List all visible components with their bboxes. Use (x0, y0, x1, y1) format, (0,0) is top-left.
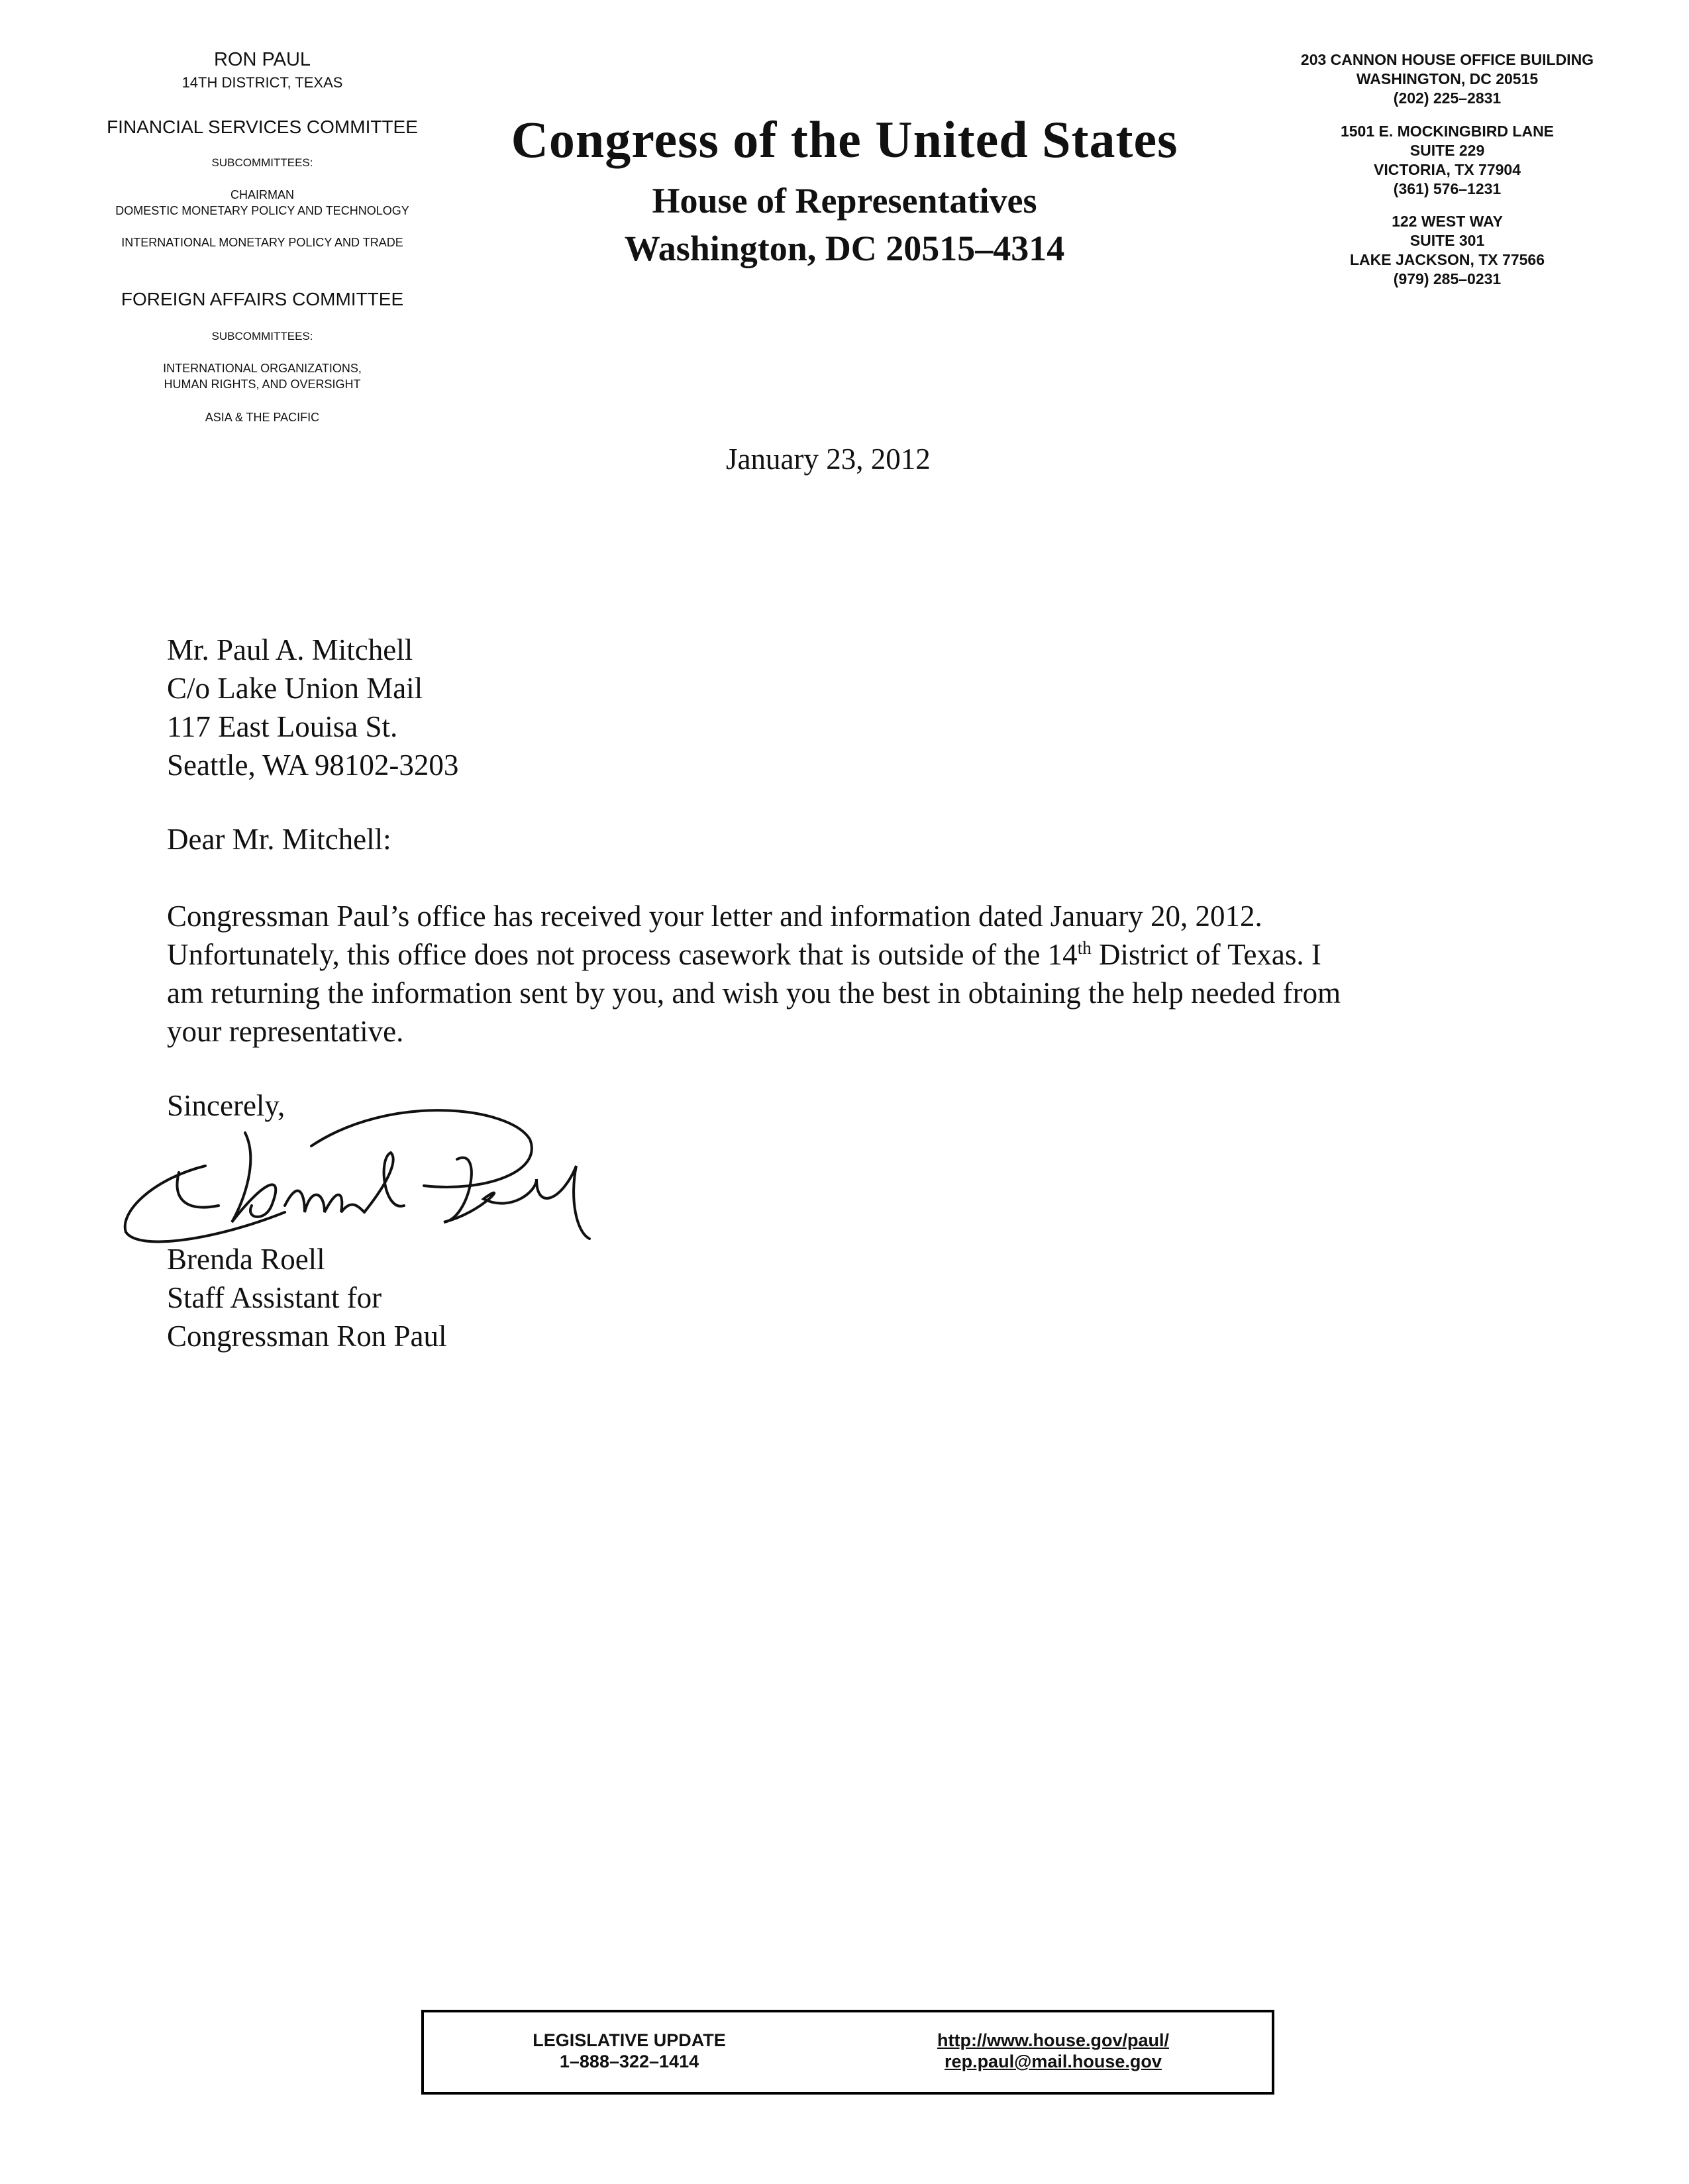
subcommittee: DOMESTIC MONETARY POLICY AND TECHNOLOGY (115, 204, 409, 217)
address-line: SUITE 229 (1409, 142, 1485, 159)
office-lake-jackson (1278, 212, 1616, 289)
recipient-address (167, 631, 458, 784)
body-text: Unfortunately, this office does not process casework that is outside of the 14 (167, 938, 1078, 971)
address-line: SUITE 301 (1409, 232, 1485, 249)
ordinal-suffix: th (1077, 938, 1092, 958)
subcommittee: INTERNATIONAL ORGANIZATIONS, (163, 362, 362, 375)
body-line (167, 935, 1498, 974)
masthead-subtitle: House of Representatives (652, 181, 1037, 221)
address-line: LAKE JACKSON, TX 77566 (1350, 251, 1545, 268)
phone: (979) 285–0231 (1393, 270, 1502, 287)
salutation: Dear Mr. Mitchell: (167, 823, 391, 856)
signer-title: Staff Assistant for (167, 1281, 382, 1314)
chairman-label: CHAIRMAN (230, 188, 294, 201)
subcommittee: HUMAN RIGHTS, AND OVERSIGHT (164, 378, 361, 391)
phone: (361) 576–1231 (1393, 180, 1502, 197)
address-line: VICTORIA, TX 77904 (1374, 161, 1521, 178)
body-text: District of Texas. I (1091, 938, 1321, 971)
signature-block (167, 1240, 447, 1355)
address-line: 1501 E. MOCKINGBIRD LANE (1340, 123, 1555, 140)
committee-financial: FINANCIAL SERVICES COMMITTEE (107, 117, 418, 137)
letter-body (167, 897, 1498, 1051)
address-line: Seattle, WA 98102-3203 (167, 749, 459, 782)
address-line: 122 WEST WAY (1392, 213, 1503, 230)
subcommittees-label: SUBCOMMITTEES: (211, 156, 313, 169)
email-link[interactable]: rep.paul@mail.house.gov (945, 2052, 1162, 2071)
footer-label: LEGISLATIVE UPDATE (533, 2030, 726, 2050)
body-line: am returning the information sent by you, and wish you the best in obtaining the help needed from (167, 976, 1341, 1010)
office-victoria (1278, 122, 1616, 199)
signer-organization: Congressman Ron Paul (167, 1320, 447, 1353)
address-line: 117 East Louisa St. (167, 710, 398, 743)
handwritten-signature (113, 1080, 642, 1252)
masthead-address: Washington, DC 20515–4314 (624, 229, 1065, 268)
district: 14TH DISTRICT, TEXAS (181, 74, 343, 91)
website-link[interactable]: http://www.house.gov/paul/ (937, 2030, 1169, 2050)
address-line: WASHINGTON, DC 20515 (1356, 70, 1539, 87)
footer-phone: 1–888–322–1414 (559, 2052, 699, 2071)
body-line: Congressman Paul’s office has received your letter and information dated January 20, 2012. (167, 900, 1262, 933)
subcommittees-label: SUBCOMMITTEES: (211, 330, 313, 342)
committee-foreign-affairs: FOREIGN AFFAIRS COMMITTEE (121, 289, 404, 309)
masthead-title: Congress of the United States (511, 111, 1178, 168)
subcommittee: ASIA & THE PACIFIC (205, 411, 320, 424)
address-line: C/o Lake Union Mail (167, 672, 423, 705)
footer-box (421, 2010, 1274, 2095)
letter-date: January 23, 2012 (726, 442, 931, 476)
office-washington (1278, 50, 1616, 108)
signer-name: Brenda Roell (167, 1243, 325, 1276)
subcommittee: INTERNATIONAL MONETARY POLICY AND TRADE (121, 236, 403, 249)
address-line: 203 CANNON HOUSE OFFICE BUILDING (1300, 51, 1594, 68)
recipient-name: Mr. Paul A. Mitchell (167, 633, 413, 666)
closing: Sincerely, (167, 1089, 285, 1122)
contact-links (848, 2030, 1258, 2072)
legislative-update (424, 2030, 835, 2072)
member-name: RON PAUL (213, 49, 311, 70)
body-line: your representative. (167, 1015, 404, 1048)
phone: (202) 225–2831 (1393, 89, 1502, 107)
